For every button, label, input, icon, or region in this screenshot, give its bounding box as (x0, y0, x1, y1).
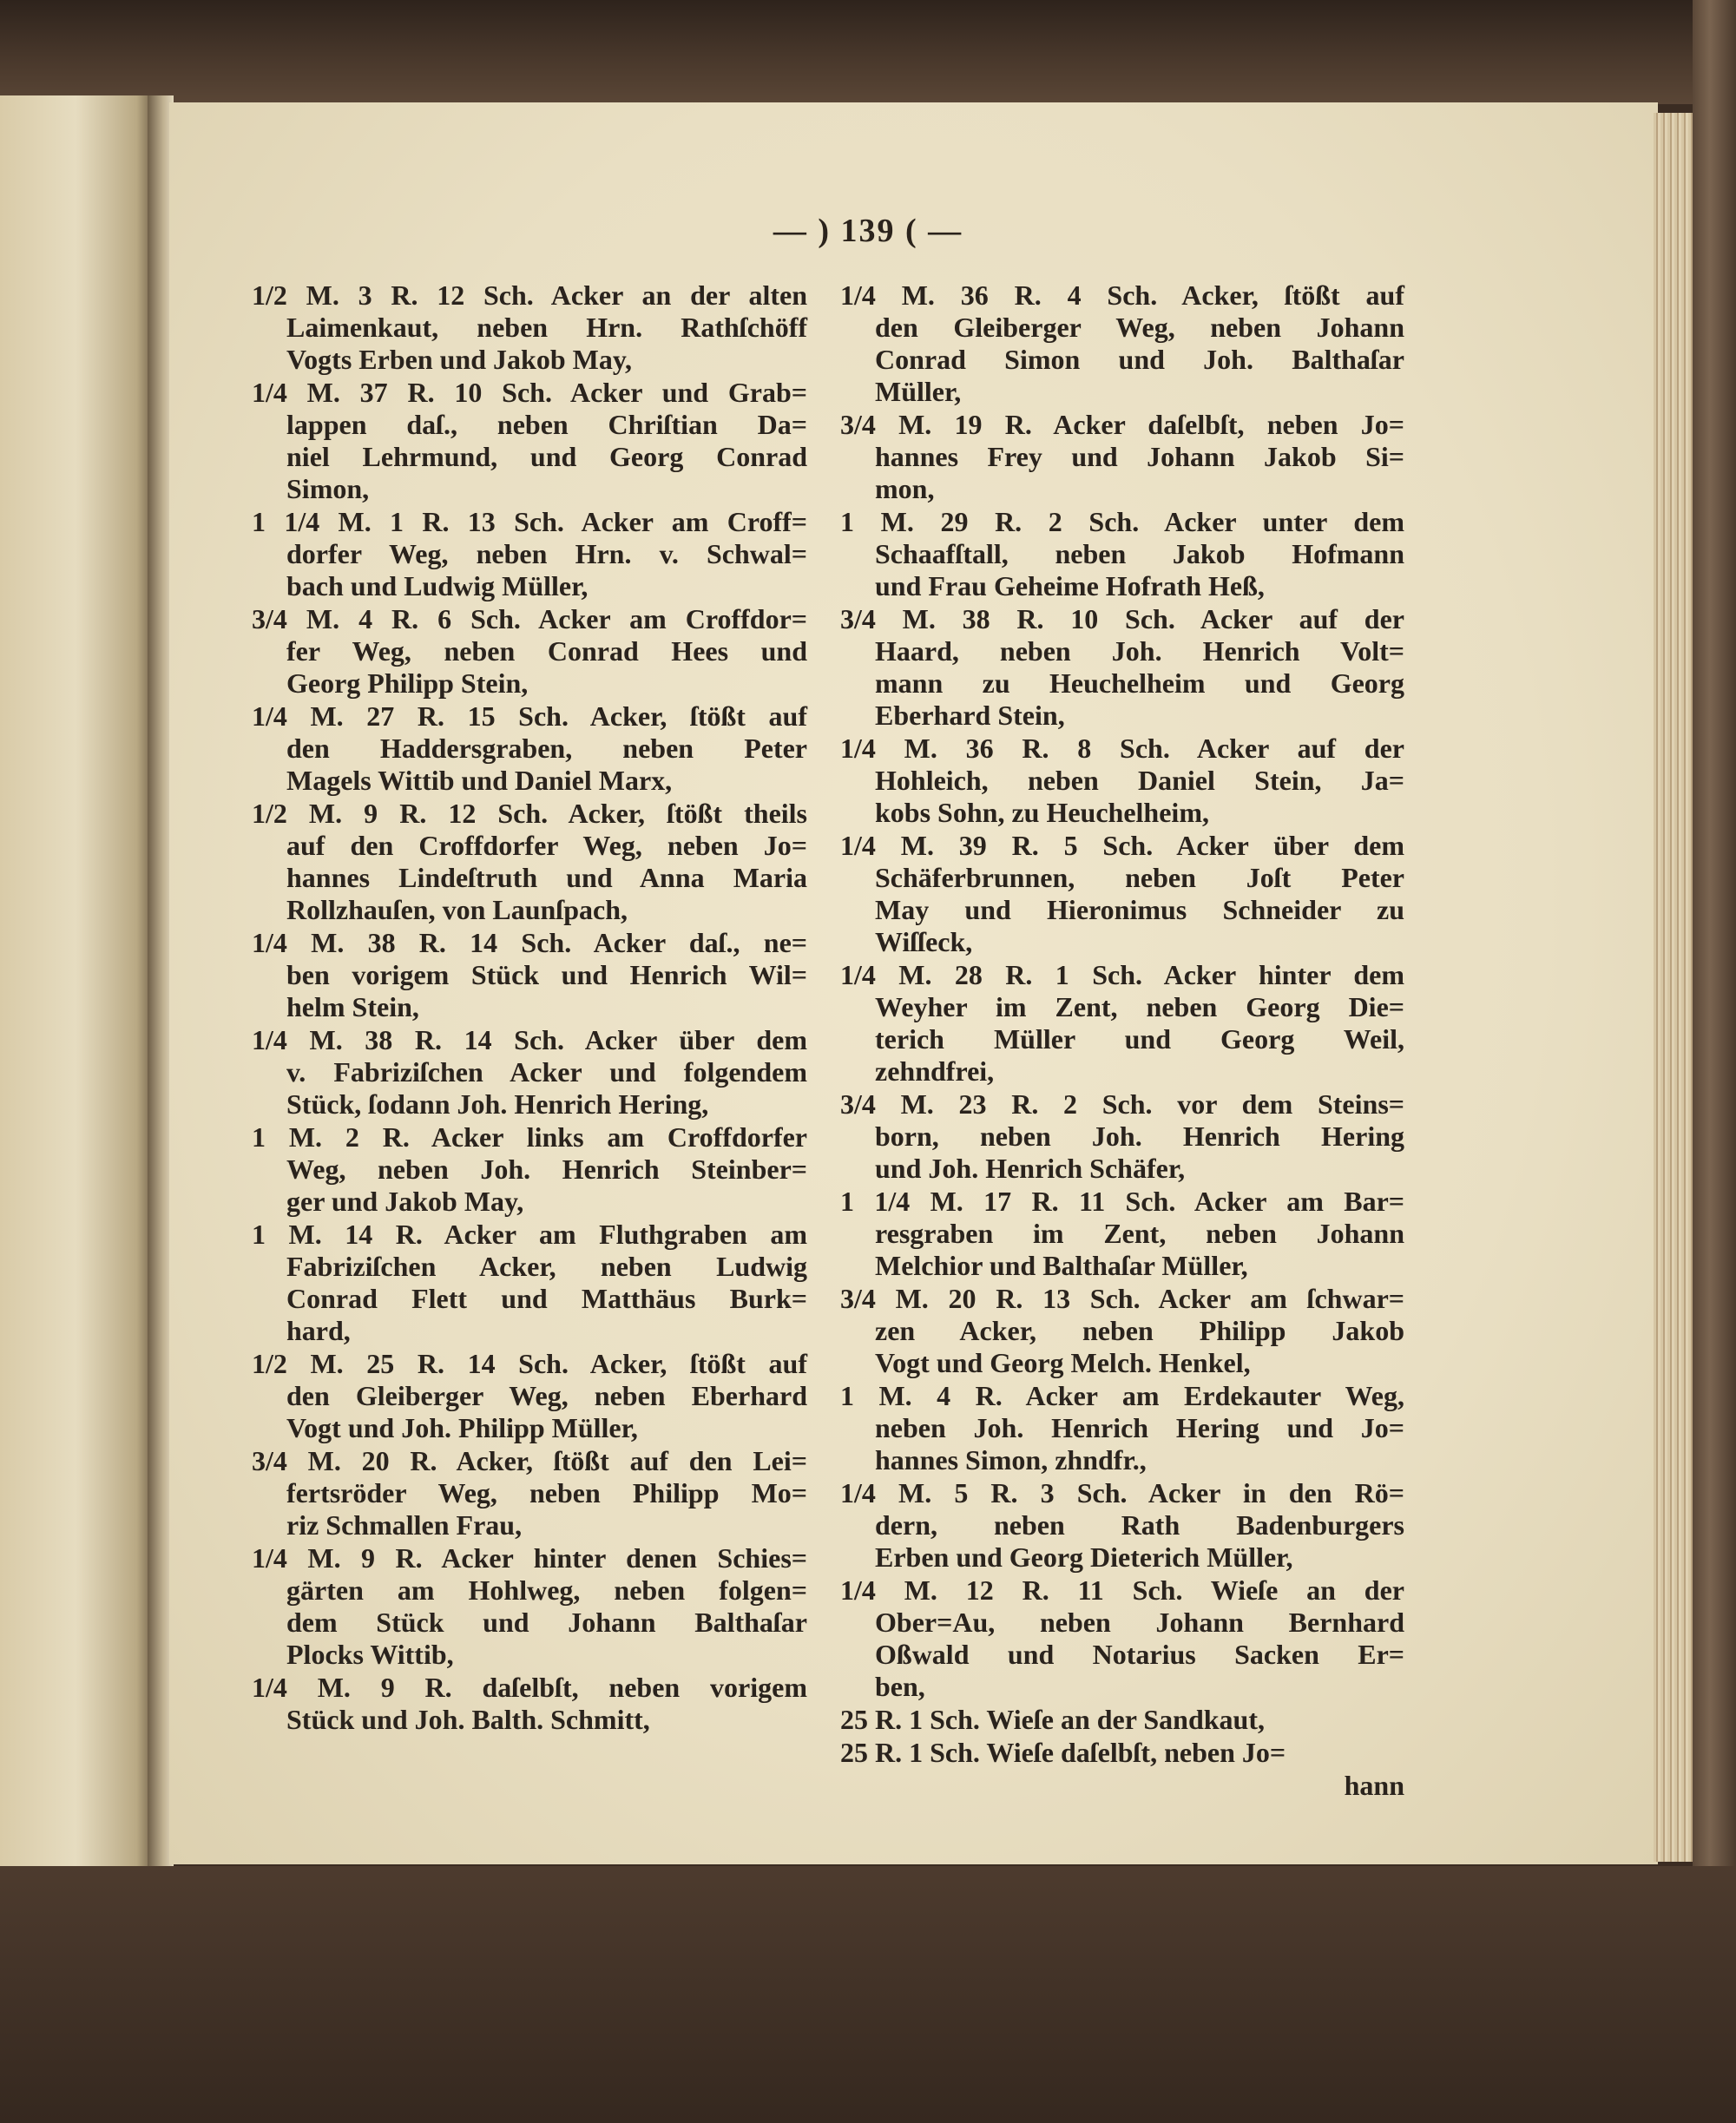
entry-line: 3/4 M. 4 R. 6 Sch. Acker am Croffdor= (252, 603, 807, 634)
land-entry (252, 1219, 807, 1347)
entry-line: Eberhard Stein, (875, 700, 1065, 731)
land-entry (252, 603, 807, 700)
land-entry (840, 959, 1404, 1088)
land-entry (840, 1283, 1404, 1379)
entry-line: v. Fabriziſchen Acker und folgendem (286, 1056, 807, 1088)
entry-line: Stück und Joh. Balth. Schmitt, (286, 1704, 650, 1735)
entry-line: Schaafſtall, neben Jakob Hofmann (875, 538, 1404, 569)
page-edges (1654, 113, 1695, 1862)
book-cover-right (1693, 0, 1736, 2123)
entry-line: 1/2 M. 9 R. 12 Sch. Acker, ſtößt theils (252, 798, 807, 829)
land-entry (840, 1704, 1404, 1736)
entry-line: 1/4 M. 38 R. 14 Sch. Acker daſ., ne= (252, 927, 807, 958)
entry-line: hannes Lindeſtruth und Anna Maria (286, 862, 807, 893)
entry-line: 1/4 M. 36 R. 4 Sch. Acker, ſtößt auf (840, 279, 1404, 311)
land-entry (252, 1121, 807, 1218)
land-entry (252, 377, 807, 505)
land-entry (840, 1380, 1404, 1476)
land-entry (840, 1186, 1404, 1282)
entry-line: Schäferbrunnen, neben Joſt Peter (875, 862, 1404, 893)
entry-line: 1 1/4 M. 17 R. 11 Sch. Acker am Bar= (840, 1186, 1404, 1217)
entry-line: und Joh. Henrich Schäfer, (875, 1153, 1186, 1184)
book-cover-top (0, 0, 1736, 104)
entry-line: 1/4 M. 39 R. 5 Sch. Acker über dem (840, 830, 1404, 861)
entry-line: hard, (286, 1315, 351, 1346)
land-entry (840, 603, 1404, 732)
entry-line: 1/2 M. 25 R. 14 Sch. Acker, ſtößt auf (252, 1348, 807, 1379)
entry-line: hannes Frey und Johann Jakob Si= (875, 441, 1404, 472)
land-entry (840, 279, 1404, 408)
entry-line: Melchior und Balthaſar Müller, (875, 1250, 1248, 1281)
entry-line: und Frau Geheime Hofrath Heß, (875, 570, 1265, 601)
land-entry (252, 798, 807, 926)
entry-line: Hohleich, neben Daniel Stein, Ja= (875, 765, 1404, 796)
entry-line: 1/4 M. 9 R. Acker hinter denen Schies= (252, 1542, 807, 1574)
entry-line: 1/2 M. 3 R. 12 Sch. Acker an der alten (252, 279, 807, 311)
entry-line: hannes Simon, zhndfr., (875, 1444, 1147, 1476)
land-entry (840, 409, 1404, 505)
entry-line: niel Lehrmund, und Georg Conrad (286, 441, 807, 472)
entry-line: Fabriziſchen Acker, neben Ludwig (286, 1251, 807, 1282)
entry-line: fer Weg, neben Conrad Hees und (286, 635, 807, 667)
entry-line: Conrad Flett und Matthäus Burk= (286, 1283, 807, 1314)
entry-line: Georg Philipp Stein, (286, 667, 529, 699)
land-entry (840, 1574, 1404, 1703)
entry-line: bach und Ludwig Müller, (286, 570, 589, 601)
land-entry (840, 1477, 1404, 1574)
land-entry (252, 927, 807, 1023)
entry-line: 25 R. 1 Sch. Wieſe an der Sandkaut, (840, 1704, 1265, 1735)
entry-line: fertsröder Weg, neben Philipp Mo= (286, 1477, 807, 1508)
entry-line: 1 M. 29 R. 2 Sch. Acker unter dem (840, 506, 1404, 537)
entry-line: 25 R. 1 Sch. Wieſe daſelbſt, neben Jo= (840, 1737, 1286, 1768)
land-entry (252, 1445, 807, 1541)
entry-line: zehndfrei, (875, 1055, 995, 1087)
left-page-edge (0, 95, 152, 1870)
entry-line: dern, neben Rath Badenburgers (875, 1509, 1404, 1541)
catchword: hann (1344, 1770, 1404, 1801)
entry-line: Vogt und Joh. Philipp Müller, (286, 1412, 638, 1443)
left-text-column (252, 279, 807, 1737)
land-entry (252, 279, 807, 376)
entry-line: resgraben im Zent, neben Johann (875, 1218, 1404, 1249)
entry-line: terich Müller und Georg Weil, (875, 1023, 1404, 1055)
entry-line: kobs Sohn, zu Heuchelheim, (875, 797, 1209, 828)
book-cover-bottom (0, 1866, 1736, 2123)
entry-line: Vogt und Georg Melch. Henkel, (875, 1347, 1251, 1378)
right-text-column (840, 279, 1404, 1802)
entry-line: 1 M. 14 R. Acker am Fluthgraben am (252, 1219, 807, 1250)
entry-line: Vogts Erben und Jakob May, (286, 344, 633, 375)
entry-line: 1/4 M. 9 R. daſelbſt, neben vorigem (252, 1672, 807, 1703)
entry-line: 1 M. 4 R. Acker am Erdekauter Weg, (840, 1380, 1404, 1411)
entry-line: ben vorigem Stück und Henrich Wil= (286, 959, 807, 990)
land-entry (252, 700, 807, 797)
entry-line: dorfer Weg, neben Hrn. v. Schwal= (286, 538, 807, 569)
entry-line: helm Stein, (286, 991, 419, 1022)
entry-line: auf den Croffdorfer Weg, neben Jo= (286, 830, 807, 861)
entry-line: 3/4 M. 19 R. Acker daſelbſt, neben Jo= (840, 409, 1404, 440)
land-entry (252, 1542, 807, 1671)
entry-line: Weyher im Zent, neben Georg Die= (875, 991, 1404, 1022)
entry-line: gärten am Hohlweg, neben folgen= (286, 1574, 807, 1606)
entry-line: den Gleiberger Weg, neben Johann (875, 312, 1404, 343)
entry-line: Plocks Wittib, (286, 1639, 454, 1670)
entry-line: mon, (875, 473, 935, 504)
entry-line: Müller, (875, 376, 962, 407)
entry-line: ben, (875, 1671, 925, 1702)
land-entry (252, 1348, 807, 1444)
entry-line: Erben und Georg Dieterich Müller, (875, 1541, 1293, 1573)
entry-line: Rollzhauſen, von Launſpach, (286, 894, 628, 925)
entry-line: 1 M. 2 R. Acker links am Croffdorfer (252, 1121, 807, 1153)
land-entry (252, 506, 807, 602)
entry-line: Conrad Simon und Joh. Balthaſar (875, 344, 1404, 375)
entry-line: 1/4 M. 37 R. 10 Sch. Acker und Grab= (252, 377, 807, 408)
entry-line: 3/4 M. 20 R. 13 Sch. Acker am ſchwar= (840, 1283, 1404, 1314)
entry-line: neben Joh. Henrich Hering und Jo= (875, 1412, 1404, 1443)
land-entry (840, 1737, 1404, 1769)
entry-line: 1/4 M. 5 R. 3 Sch. Acker in den Rö= (840, 1477, 1404, 1508)
page-number-header: — ) 139 ( — (773, 213, 963, 249)
entry-line: 1/4 M. 36 R. 8 Sch. Acker auf der (840, 733, 1404, 764)
entry-line: zen Acker, neben Philipp Jakob (875, 1315, 1404, 1346)
entry-line: 3/4 M. 20 R. Acker, ſtößt auf den Lei= (252, 1445, 807, 1476)
entry-line: dem Stück und Johann Balthaſar (286, 1607, 807, 1638)
entry-line: May und Hieronimus Schneider zu (875, 894, 1404, 925)
land-entry (840, 830, 1404, 958)
entry-line: Simon, (286, 473, 370, 504)
entry-line: born, neben Joh. Henrich Hering (875, 1121, 1404, 1152)
land-entry (840, 733, 1404, 829)
entry-line: Wiſſeck, (875, 926, 973, 957)
entry-line: Weg, neben Joh. Henrich Steinber= (286, 1154, 807, 1185)
entry-line: 1 1/4 M. 1 R. 13 Sch. Acker am Croff= (252, 506, 807, 537)
entry-line: 1/4 M. 27 R. 15 Sch. Acker, ſtößt auf (252, 700, 807, 732)
entry-line: Haard, neben Joh. Henrich Volt= (875, 635, 1404, 667)
land-entry (840, 506, 1404, 602)
entry-line: 3/4 M. 23 R. 2 Sch. vor dem Steins= (840, 1088, 1404, 1120)
entry-line: Laimenkaut, neben Hrn. Rathſchöff (286, 312, 807, 343)
land-entry (252, 1024, 807, 1121)
land-entry (840, 1088, 1404, 1185)
entry-line: 1/4 M. 28 R. 1 Sch. Acker hinter dem (840, 959, 1404, 990)
entry-line: 1/4 M. 38 R. 14 Sch. Acker über dem (252, 1024, 807, 1055)
entry-line: lappen daſ., neben Chriſtian Da= (286, 409, 807, 440)
entry-line: mann zu Heuchelheim und Georg (875, 667, 1404, 699)
land-entry (252, 1672, 807, 1736)
entry-line: riz Schmallen Frau, (286, 1509, 523, 1541)
entry-line: Magels Wittib und Daniel Marx, (286, 765, 673, 796)
entry-line: Oßwald und Notarius Sacken Er= (875, 1639, 1404, 1670)
entry-line: ger und Jakob May, (286, 1186, 524, 1217)
entry-line: 1/4 M. 12 R. 11 Sch. Wieſe an der (840, 1574, 1404, 1606)
entry-line: den Gleiberger Weg, neben Eberhard (286, 1380, 807, 1411)
entry-line: Stück, ſodann Joh. Henrich Hering, (286, 1088, 709, 1120)
entry-line: 3/4 M. 38 R. 10 Sch. Acker auf der (840, 603, 1404, 634)
entry-line: den Haddersgraben, neben Peter (286, 733, 807, 764)
entry-line: Ober=Au, neben Johann Bernhard (875, 1607, 1404, 1638)
